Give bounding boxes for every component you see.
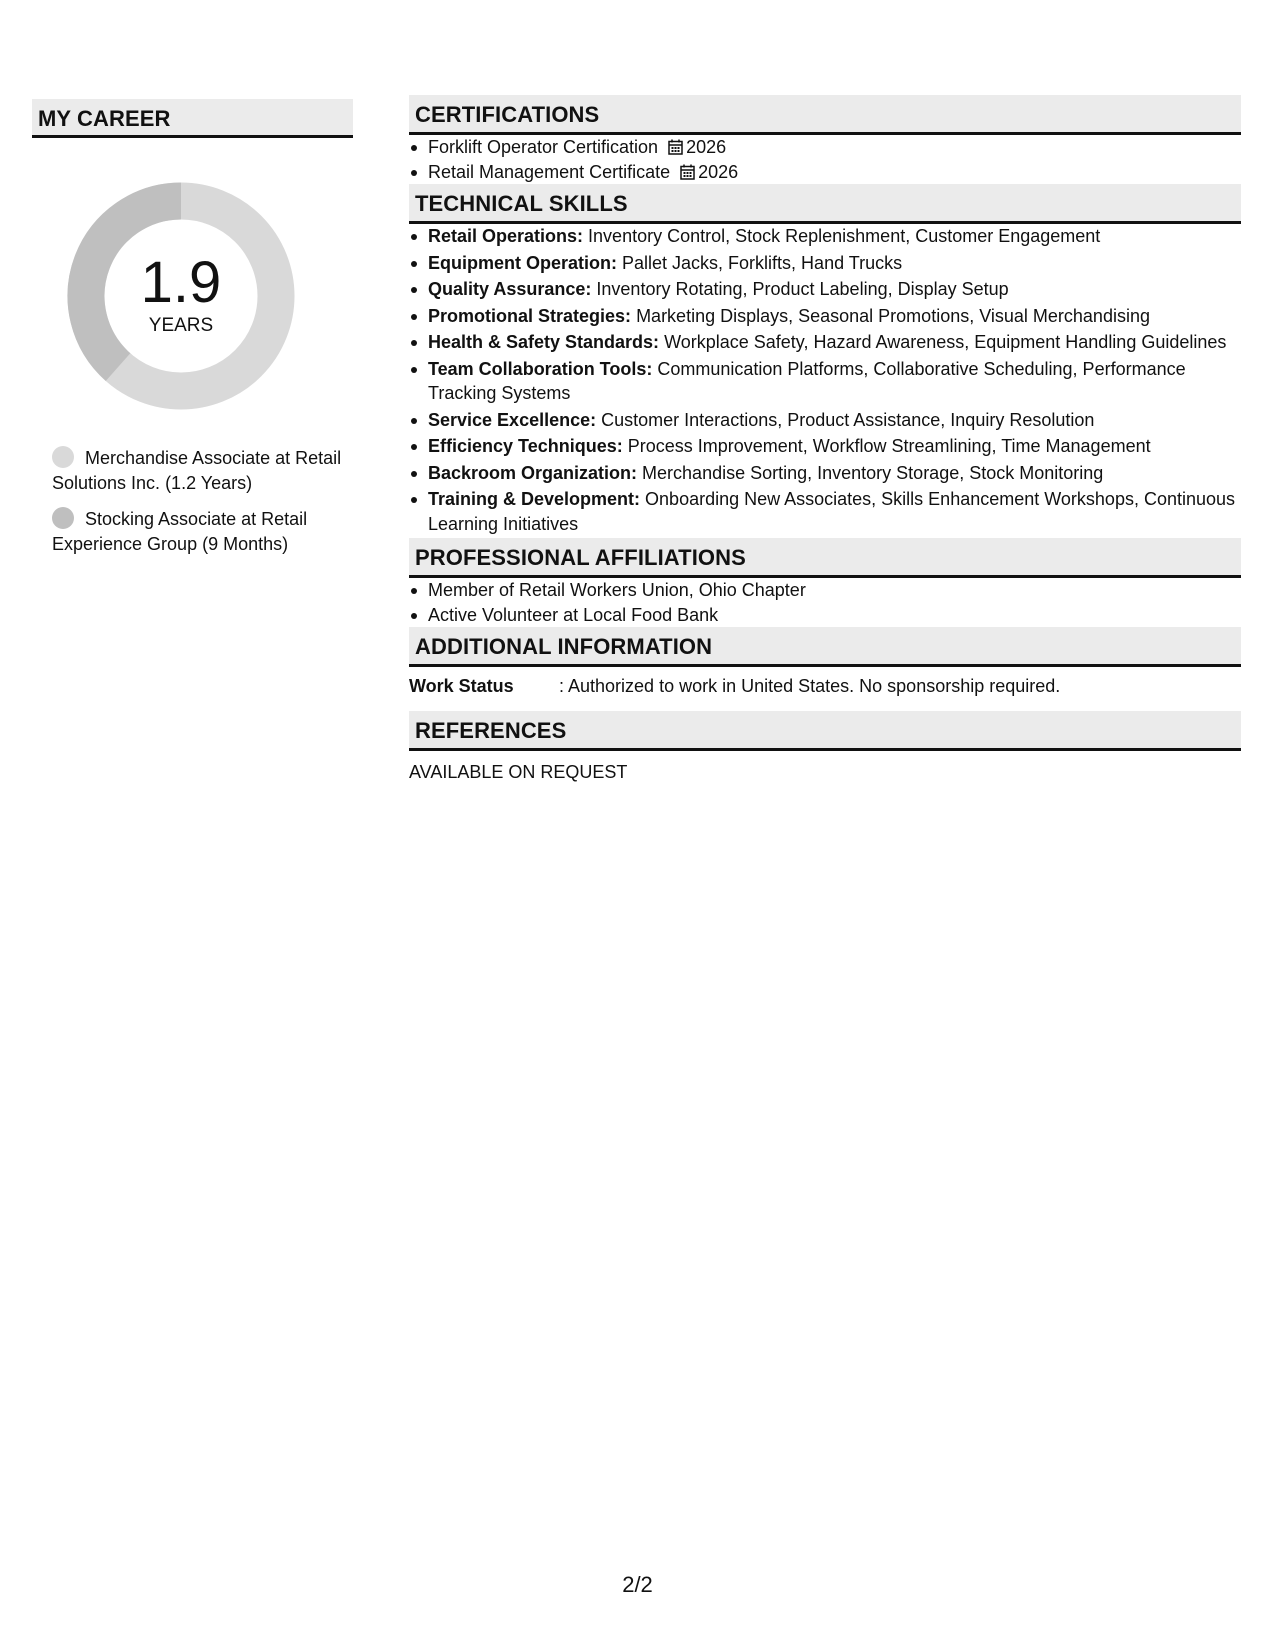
skill-text: Merchandise Sorting, Inventory Storage, Stock Monitoring: [642, 462, 1104, 483]
work-status-value: : Authorized to work in United States. No sponsorship required.: [559, 676, 1061, 696]
certification-name: Forklift Operator Certification: [428, 137, 659, 157]
skill-label: Quality Assurance:: [428, 279, 592, 299]
career-donut-chart: [66, 181, 296, 411]
references-text: AVAILABLE ON REQUEST: [409, 762, 628, 782]
skill-item: [409, 277, 1241, 302]
affiliations-title: PROFESSIONAL AFFILIATIONS: [409, 538, 1241, 578]
skill-item: [409, 251, 1241, 276]
skill-label: Training & Development:: [428, 489, 641, 509]
skill-item: [409, 461, 1241, 486]
certifications-list: [409, 135, 1241, 184]
career-legend-label: Merchandise Associate at Retail Solutions Inc. (1.2 Years): [52, 448, 342, 493]
career-legend-item: [32, 446, 353, 495]
career-sidebar: [32, 99, 353, 568]
certification-name: Retail Management Certificate: [428, 161, 671, 182]
calendar-icon: [668, 139, 683, 155]
skill-text: Pallet Jacks, Forklifts, Hand Trucks: [622, 252, 903, 273]
skill-item: [409, 357, 1241, 406]
calendar-icon: [680, 164, 695, 180]
career-total-years: 1.9: [140, 250, 222, 315]
certification-item: [409, 135, 1241, 160]
career-years-unit: YEARS: [148, 315, 214, 336]
technical-skills-title: TECHNICAL SKILLS: [409, 184, 1241, 224]
skill-label: Service Excellence:: [428, 409, 597, 430]
certification-item: [409, 160, 1241, 185]
skill-text: Inventory Control, Stock Replenishment, Customer Engagement: [588, 226, 1101, 246]
career-legend: [32, 446, 353, 556]
skill-text: Communication Platforms, Collaborative Scheduling, Performance Tracking Systems: [428, 358, 1186, 403]
work-status-row: [409, 674, 1241, 698]
career-section-title: MY CAREER: [32, 99, 353, 138]
skill-label: Team Collaboration Tools:: [428, 358, 653, 379]
skill-item: [409, 304, 1241, 329]
legend-dot: [52, 507, 74, 529]
certification-year: 2026: [698, 161, 739, 182]
skill-text: Customer Interactions, Product Assistance, Inquiry Resolution: [601, 409, 1095, 430]
skill-label: Retail Operations:: [428, 226, 584, 246]
skill-label: Efficiency Techniques:: [428, 436, 623, 456]
skill-item: [409, 408, 1241, 433]
work-status-label: Work Status: [409, 676, 514, 696]
certification-year: 2026: [686, 137, 727, 157]
affiliation-item: Member of Retail Workers Union, Ohio Chapter: [409, 578, 1241, 603]
skill-text: Marketing Displays, Seasonal Promotions, Visual Merchandising: [636, 305, 1150, 326]
career-legend-item: [32, 507, 353, 556]
skill-label: Backroom Organization:: [428, 462, 638, 483]
skill-item: [409, 487, 1241, 536]
references-title: REFERENCES: [409, 711, 1241, 751]
skill-text: Process Improvement, Workflow Streamlining, Time Management: [627, 436, 1151, 456]
skill-label: Health & Safety Standards:: [428, 332, 660, 352]
career-legend-label: Stocking Associate at Retail Experience Group (9 Months): [52, 509, 308, 554]
skill-item: [409, 434, 1241, 459]
certifications-title: CERTIFICATIONS: [409, 95, 1241, 135]
skill-text: Workplace Safety, Hazard Awareness, Equipment Handling Guidelines: [664, 332, 1227, 352]
technical-skills-list: [409, 224, 1241, 536]
skill-item: [409, 330, 1241, 355]
skill-label: Promotional Strategies:: [428, 305, 632, 326]
skill-item: [409, 224, 1241, 249]
main-content: [409, 95, 1241, 783]
affiliation-item: Active Volunteer at Local Food Bank: [409, 603, 1241, 628]
additional-info-title: ADDITIONAL INFORMATION: [409, 627, 1241, 667]
skill-label: Equipment Operation:: [428, 252, 617, 273]
affiliations-list: [409, 578, 1241, 627]
legend-dot: [52, 446, 74, 468]
page-number: 2/2: [622, 1572, 653, 1597]
skill-text: Inventory Rotating, Product Labeling, Display Setup: [596, 279, 1009, 299]
skill-text: Onboarding New Associates, Skills Enhancement Workshops, Continuous Learning Initiatives: [428, 489, 1236, 534]
